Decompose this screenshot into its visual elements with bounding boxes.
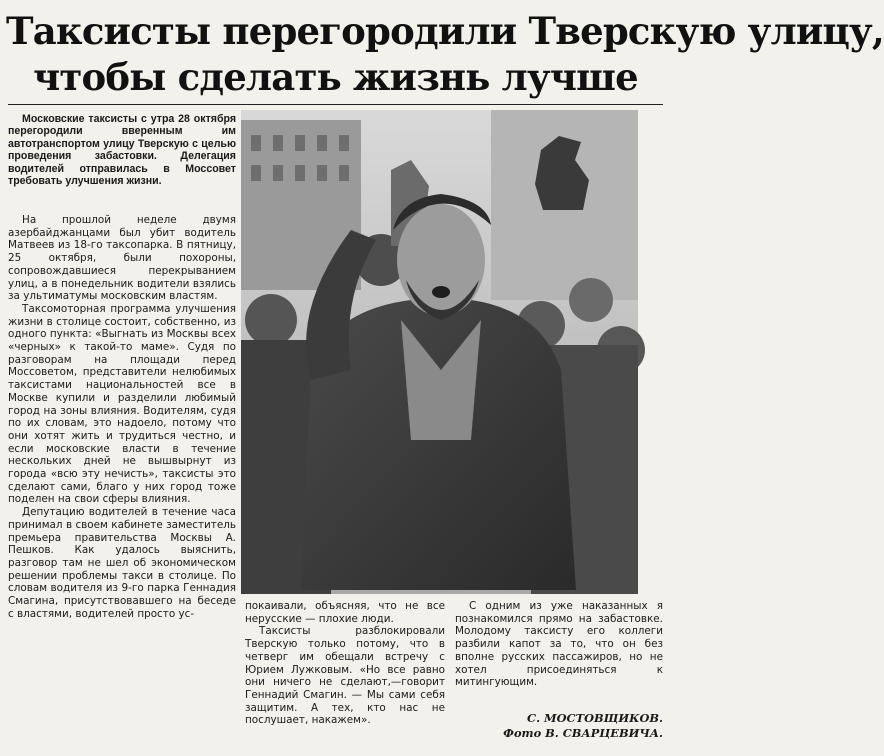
article-paragraph: С одним из уже наказанных я познакомился прямо на забастовке. Молодому таксисту его коллеги разбили капот за то, что он без вполне русских пассажиров, но не хотел присоединяться к митингующим.	[455, 600, 663, 689]
photo-illustration	[241, 110, 638, 594]
article-column-3	[455, 600, 663, 689]
byline	[503, 711, 663, 740]
article-column-1	[8, 214, 236, 621]
article-paragraph: Таксомоторная программа улучшения жизни в столице состоит, собственно, из одного пункта: «Выгнать из Москвы всех «черных» к такой-то маме». Судя по разговорам на площади перед Моссоветом, представители нелюбимых таксистами национальностей все в Москве купили и разделили любимый город на зоны влияния. Водителям, судя по их словам, это надоело, потому что они хотят жить и трудиться честно, и если московские власти в течение нескольких дней не вышвырнут из города «всю эту нечисть», таксисты это сделают сами, благо у них город тоже поделен на свои сферы влияния.	[8, 302, 236, 506]
headline-divider	[8, 104, 663, 105]
article-paragraph: покаивали, объясняя, что не все нерусские — плохие люди.	[245, 600, 445, 625]
article-column-2	[245, 600, 445, 727]
lead-paragraph: Московские таксисты с утра 28 октября перегородили вверенным им автотранспортом улицу Тверскую с целью проведения забастовки. Делегация водителей отправилась в Моссовет требовать улучшения жизни.	[8, 113, 236, 188]
article-paragraph: Таксисты разблокировали Тверскую только потому, что в четверг им обещали встречу с Юрием Лужковым. «Но все равно они ничего не сделают,—говорит Геннадий Смагин. — Мы сами себя защитим. А тех, кто нас не послушает, накажем».	[245, 625, 445, 727]
headline	[6, 8, 884, 100]
author-credit: С. МОСТОВЩИКОВ.	[527, 711, 663, 725]
photo-credit: Фото В. СВАРЦЕВИЧА.	[503, 725, 663, 740]
headline-line-1: Таксисты перегородили Тверскую улицу,	[6, 9, 884, 53]
article-paragraph: На прошлой неделе двумя азербайджанцами был убит водитель Матвеев из 18-го таксопарка. В пятницу, 25 октября, были похороны, сопровождавшиеся перекрыванием улиц, а в понедельник водители взялись за ультиматумы московским властям.	[8, 214, 236, 303]
headline-line-2: чтобы сделать жизнь лучше	[33, 55, 638, 99]
protest-photo	[241, 110, 638, 594]
article-paragraph: Депутацию водителей в течение часа принимал в своем кабинете заместитель премьера правительства Москвы А. Пешков. Как удалось выяснить, разговор там не шел об экономическом решении проблемы такси в столице. По словам водителя из 9-го парка Геннадия Смагина, присутствовавшего на беседе с властями, водителей просто ус-	[8, 506, 236, 620]
